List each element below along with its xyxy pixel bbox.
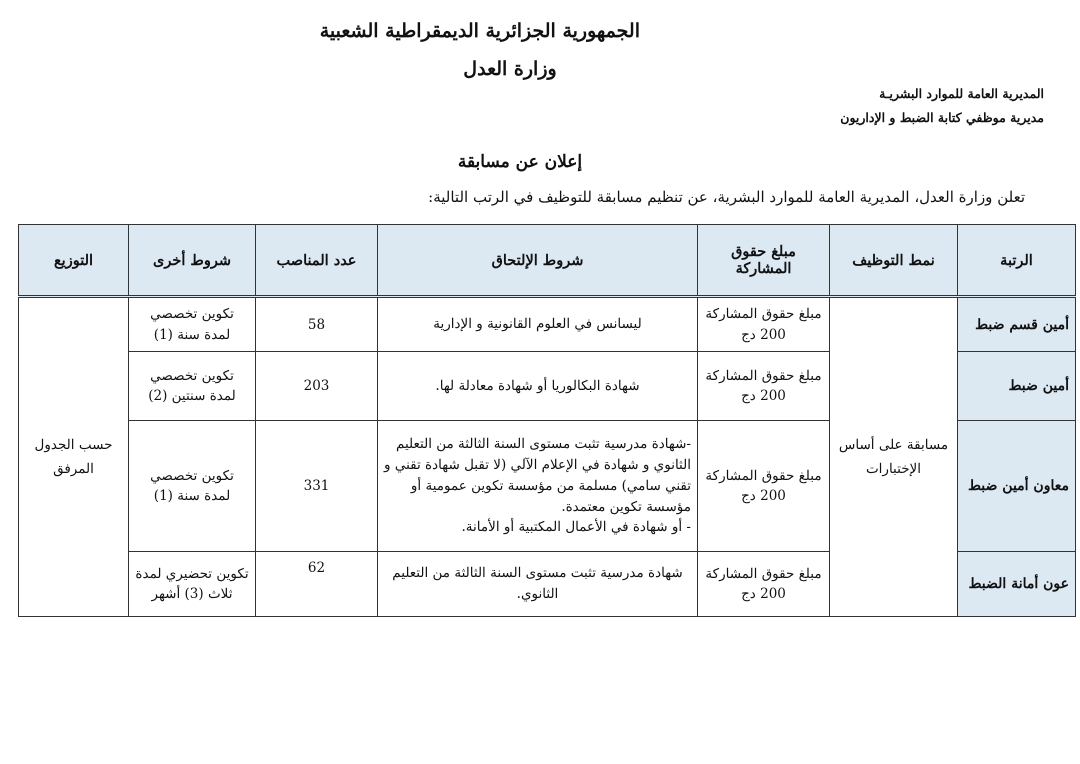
rank-cell: معاون أمين ضبط	[958, 421, 1076, 551]
conditions-line: - أو شهادة في الأعمال المكتبية أو الأمانة.	[461, 519, 691, 536]
header-conditions: شروط الإلتحاق	[378, 225, 698, 297]
table-header-row	[19, 225, 1076, 297]
fee-cell: مبلغ حقوق المشاركة 200 دج	[698, 297, 830, 352]
table-row	[19, 297, 1076, 352]
fee-cell: مبلغ حقوق المشاركة 200 دج	[698, 352, 830, 421]
fee-cell: مبلغ حقوق المشاركة 200 دج	[698, 551, 830, 616]
positions-cell: 331	[256, 421, 378, 551]
positions-cell: 203	[256, 352, 378, 421]
header-other: شروط أخرى	[129, 225, 256, 297]
recruitment-table	[18, 224, 1076, 617]
department-line-2: مديرية موظفي كتابة الضبط و الإداريون	[840, 110, 1044, 125]
conditions-cell: ليسانس في العلوم القانونية و الإدارية	[378, 297, 698, 352]
rank-cell: أمين قسم ضبط	[958, 297, 1076, 352]
ministry-title: وزارة العدل	[463, 58, 557, 80]
positions-cell: 62	[256, 551, 378, 616]
positions-cell: 58	[256, 297, 378, 352]
other-conditions-cell: تكوين تحضيري لمدة ثلاث (3) أشهر	[129, 551, 256, 616]
header-positions: عدد المناصب	[256, 225, 378, 297]
other-conditions-cell: تكوين تخصصي لمدة سنة (1)	[129, 297, 256, 352]
other-conditions-cell: تكوين تخصصي لمدة سنة (1)	[129, 421, 256, 551]
header-mode: نمط التوظيف	[830, 225, 958, 297]
header-fee: مبلغ حقوق المشاركة	[698, 225, 830, 297]
conditions-cell: شهادة البكالوريا أو شهادة معادلة لها.	[378, 352, 698, 421]
conditions-cell: شهادة مدرسية تثبت مستوى السنة الثالثة من التعليم الثانوي.	[378, 551, 698, 616]
rank-cell: أمين ضبط	[958, 352, 1076, 421]
department-line-1: المديرية العامة للموارد البشريـة	[879, 86, 1044, 101]
header-rank: الرتبة	[958, 225, 1076, 297]
conditions-line: -شهادة مدرسية تثبت مستوى السنة الثالثة من التعليم الثانوي و شهادة في الإعلام الآلي (لا تقبل شهادة تقني و تقني سامي) مسلمة من مؤسسة تكوين عمومية أو مؤسسة تكوين معتمدة.	[384, 435, 691, 515]
distribution-cell: حسب الجدول المرفق	[19, 297, 129, 617]
recruitment-mode-cell: مسابقة على أساس الإختبارات	[830, 297, 958, 617]
other-conditions-cell: تكوين تخصصي لمدة سنتين (2)	[129, 352, 256, 421]
conditions-cell	[378, 421, 698, 551]
header-distribution: التوزيع	[19, 225, 129, 297]
republic-title: الجمهورية الجزائرية الديمقراطية الشعبية	[319, 20, 640, 42]
fee-cell: مبلغ حقوق المشاركة 200 دج	[698, 421, 830, 551]
announcement-intro: تعلن وزارة العدل، المديرية العامة للموارد البشرية، عن تنظيم مسابقة للتوظيف في الرتب التالية:	[428, 188, 1025, 206]
rank-cell: عون أمانة الضبط	[958, 551, 1076, 616]
announcement-title: إعلان عن مسابقة	[457, 152, 583, 172]
